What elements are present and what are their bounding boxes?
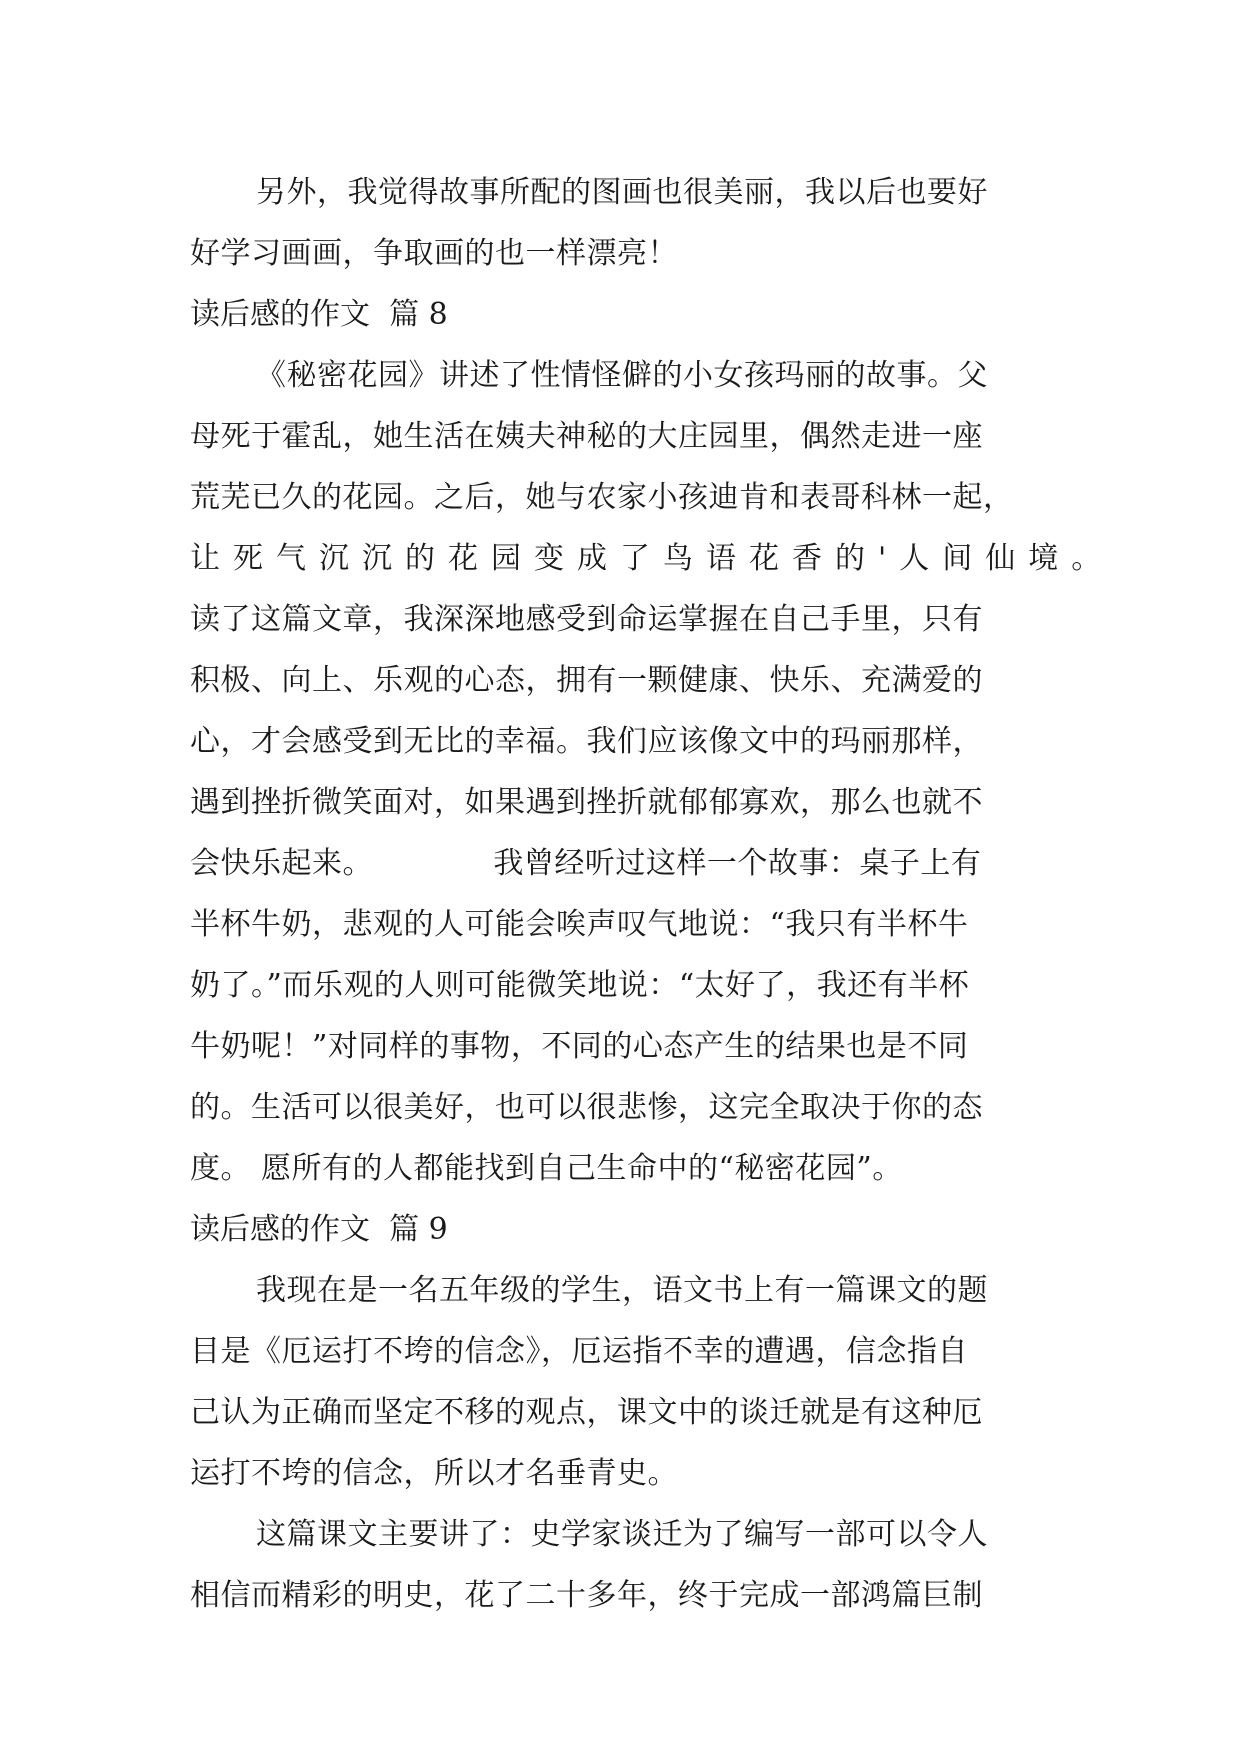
paragraph-line: 的。生活可以很美好，也可以很悲惨，这完全取决于你的态 (190, 1090, 983, 1125)
paragraph-line: 母死于霍乱，她生活在姨夫神秘的大庄园里，偶然走进一座 (190, 419, 983, 454)
paragraph-line: 让死气沉沉的花园变成了鸟语花香的'人间仙境。 (190, 541, 1115, 576)
paragraph-line: 会快乐起来。 我曾经听过这样一个故事：桌子上有 (190, 846, 982, 881)
paragraph-line: 好学习画画，争取画的也一样漂亮！ (190, 236, 678, 271)
paragraph-line: 这篇课文主要讲了：史学家谈迁为了编写一部可以令人 (256, 1517, 988, 1552)
paragraph-line: 读了这篇文章，我深深地感受到命运掌握在自己手里，只有 (190, 602, 983, 637)
paragraph-line: 度。 愿所有的人都能找到自己生命中的“秘密花园”。 (190, 1151, 903, 1186)
paragraph-line: 己认为正确而坚定不移的观点，课文中的谈迁就是有这种厄 (190, 1395, 983, 1430)
paragraph-line: 牛奶呢！”对同样的事物，不同的心态产生的结果也是不同 (190, 1029, 969, 1064)
document-body (190, 162, 1115, 1626)
section-heading: 读后感的作文 篇 8 (190, 297, 448, 332)
paragraph-line: 半杯牛奶，悲观的人可能会唉声叹气地说：“我只有半杯牛 (190, 907, 969, 942)
paragraph-line: 遇到挫折微笑面对，如果遇到挫折就郁郁寡欢，那么也就不 (190, 785, 983, 820)
paragraph-line: 心，才会感受到无比的幸福。我们应该像文中的玛丽那样， (190, 724, 983, 759)
paragraph-line: 运打不垮的信念，所以才名垂青史。 (190, 1456, 678, 1491)
paragraph-line: 目是《厄运打不垮的信念》，厄运指不幸的遭遇，信念指自 (190, 1334, 968, 1369)
paragraph-line: 积极、向上、乐观的心态，拥有一颗健康、快乐、充满爱的 (190, 663, 983, 698)
paragraph-line: 相信而精彩的明史，花了二十多年，终于完成一部鸿篇巨制 (190, 1578, 983, 1613)
section-heading: 读后感的作文 篇 9 (190, 1212, 448, 1247)
paragraph-line: 奶了。”而乐观的人则可能微笑地说：“太好了，我还有半杯 (190, 968, 970, 1003)
paragraph-line: 《秘密花园》讲述了性情怪僻的小女孩玛丽的故事。父 (256, 358, 988, 393)
paragraph-line: 另外，我觉得故事所配的图画也很美丽，我以后也要好 (256, 175, 988, 210)
paragraph-line: 荒芜已久的花园。之后，她与农家小孩迪肯和表哥科林一起， (190, 480, 1014, 515)
paragraph-line: 我现在是一名五年级的学生，语文书上有一篇课文的题 (256, 1273, 988, 1308)
